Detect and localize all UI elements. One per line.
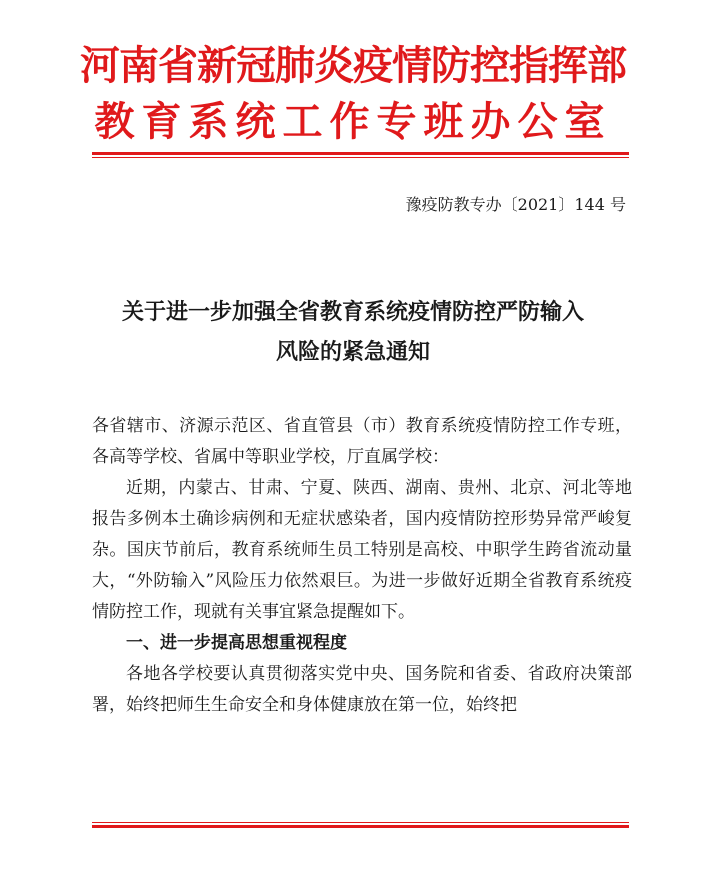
header-divider-thick	[92, 152, 629, 155]
issuer-line-2: 教育系统工作专班办公室	[94, 98, 612, 145]
document-title-line-1: 关于进一步加强全省教育系统疫情防控严防输入	[121, 300, 584, 325]
addressee: 各省辖市、济源示范区、省直管县（市）教育系统疫情防控工作专班，各高等学校、省属中等职业学校，厅直属学校：	[92, 416, 632, 467]
document-title-line-2: 风险的紧急通知	[275, 340, 430, 365]
body-paragraph-1: 近期，内蒙古、甘肃、宁夏、陕西、湖南、贵州、北京、河北等地报告多例本土确诊病例和无症状感染者，国内疫情防控形势异常严峻复杂。国庆节前后，教育系统师生员工特别是高校、中职学生跨省流动量大，“外防输入”风险压力依然艰巨。为进一步做好近期全省教育系统疫情防控工作，现就有关事宜紧急提醒如下。	[92, 478, 632, 622]
section-heading-1: 一、进一步提高思想重视程度	[126, 633, 347, 653]
footer-divider-thin	[92, 822, 629, 823]
document-number: 豫疫防教专办〔2021〕144 号	[405, 195, 626, 214]
document-body	[92, 411, 632, 721]
header-divider-thin	[92, 157, 629, 158]
body-paragraph-2: 各地各学校要认真贯彻落实党中央、国务院和省委、省政府决策部署，始终把师生生命安全和身体健康放在第一位，始终把	[92, 664, 632, 715]
footer-divider-thick	[92, 825, 629, 828]
issuer-line-1: 河南省新冠肺炎疫情防控指挥部	[80, 42, 626, 89]
